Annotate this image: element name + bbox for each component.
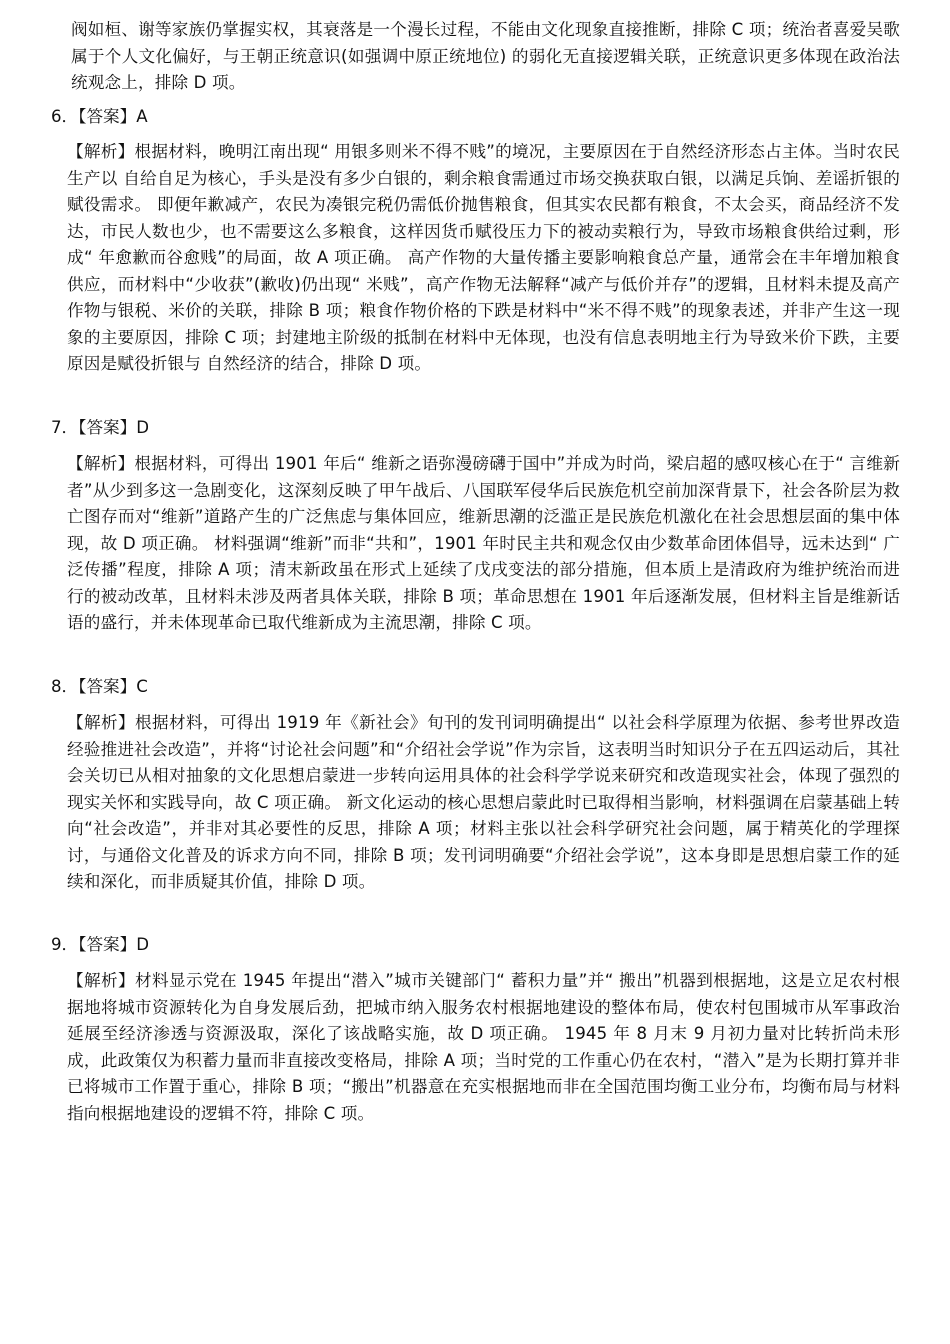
- answer-heading-8: 8．【答案】C: [51, 677, 148, 696]
- analysis-paragraph-7: 【解析】根据材料，可得出 1901 年后“ 维新之语弥漫磅礴于国中”并成为时尚，梁启超的感叹核心在于“ 言维新者”从少到多这一急剧变化，这深刻反映了甲午战后、八国联军侵华后民族危机空前加深背景下，社会各阶层为救亡图存而对“维新”道路产生的广泛焦虑与集体回应，维新思潮的泛滥正是民族危机激化在社会思想层面的集中体现，故 D 项正确。 材料强调“维新”而非“共和”，1901 年时民主共和观念仅由少数革命团体倡导，远未达到“ 广泛传播”程度，排除 A 项；清末新政虽在形式上延续了戊戌变法的部分措施，但本质上是清政府为维护统治而进行的被动改革，且材料未涉及两者具体关联，排除 B 项；革命思想在 1901 年后逐渐发展，但材料主旨是维新话语的盛行，并未体现革命已取代维新成为主流思潮，排除 C 项。: [67, 454, 900, 632]
- answer-heading-7: 7．【答案】D: [51, 418, 150, 437]
- analysis-paragraph-6: 【解析】根据材料，晚明江南出现“ 用银多则米不得不贱”的境况，主要原因在于自然经济形态占主体。当时农民生产以 自给自足为核心，手头是没有多少白银的，剩余粮食需通过市场交换获取白银，以满足兵饷、差谣折银的赋役需求。 即便年歉减产，农民为凑银完税仍需低价抛售粮食，但其实农民都有粮食，不太会买，商品经济不发达，市民人数也少，也不需要这么多粮食，这样因货币赋役压力下的被动卖粮行为，导致市场粮食供给过剩，形成“ 年愈歉而谷愈贱”的局面，故 A 项正确。 高产作物的大量传播主要影响粮食总产量，通常会在丰年增加粮食供应，而材料中“少收获”(歉收)仍出现“ 米贱”，高产作物无法解释“减产与低价并存”的逻辑，且材料未提及高产作物与银税、米价的关联，排除 B 项；粮食作物价格的下跌是材料中“米不得不贱”的现象表述，并非产生这一现象的主要原因，排除 C 项；封建地主阶级的抵制在材料中无体现，也没有信息表明地主行为导致米价下跌，主要原因是赋役折银与 自然经济的结合，排除 D 项。: [67, 142, 900, 373]
- analysis-paragraph-9: 【解析】材料显示党在 1945 年提出“潜入”城市关键部门“ 蓄积力量”并“ 搬出”机器到根据地，这是立足农村根据地将城市资源转化为自身发展后劲，把城市纳入服务农村根据地建设的整体布局，使农村包围城市从军事政治延展至经济渗透与资源汲取，深化了该战略实施，故 D 项正确。 1945 年 8 月末 9 月初力量对比转折尚未形成，此政策仅为积蓄力量而非直接改变格局，排除 A 项；当时党的工作重心仍在农村，“潜入”是为长期打算并非已将城市工作置于重心，排除 B 项；“搬出”机器意在充实根据地而非在全国范围均衡工业分布，均衡布局与材料指向根据地建设的逻辑不符，排除 C 项。: [67, 971, 900, 1123]
- answer-heading-6: 6．【答案】A: [51, 107, 148, 126]
- answer-heading-9: 9．【答案】D: [51, 935, 150, 954]
- continuation-paragraph: 阀如桓、谢等家族仍掌握实权，其衰落是一个漫长过程，不能由文化现象直接推断，排除 C 项；统治者喜爱吴歌属于个人文化偏好，与王朝正统意识(如强调中原正统地位) 的弱化无直接逻辑关联，正统意识更多体现在政治法统观念上，排除 D 项。: [71, 20, 900, 92]
- analysis-paragraph-8: 【解析】根据材料，可得出 1919 年《新社会》旬刊的发刊词明确提出“ 以社会科学原理为依据、参考世界改造经验推进社会改造”，并将“讨论社会问题”和“介绍社会学说”作为宗旨，这表明当时知识分子在五四运动后，其社会关切已从相对抽象的文化思想启蒙进一步转向运用具体的社会科学学说来研究和改造现实社会，体现了强烈的现实关怀和实践导向，故 C 项正确。 新文化运动的核心思想启蒙此时已取得相当影响，材料强调在启蒙基础上转向“社会改造”，并非对其必要性的反思，排除 A 项；材料主张以社会科学研究社会问题，属于精英化的学理探讨，与通俗文化普及的诉求方向不同，排除 B 项；发刊词明确要“介绍社会学说”，这本身即是思想启蒙工作的延续和深化，而非质疑其价值，排除 D 项。: [67, 713, 900, 891]
